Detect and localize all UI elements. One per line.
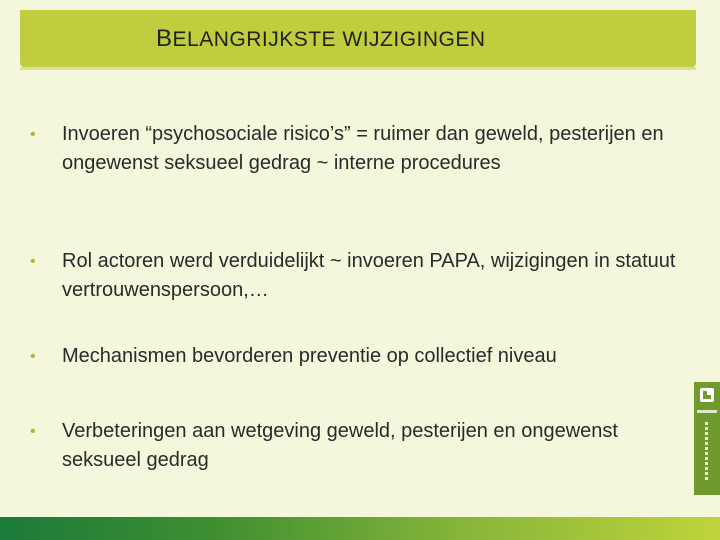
- bullet-item: [30, 247, 680, 305]
- bullet-marker: •: [30, 348, 36, 365]
- bullet-item: [30, 342, 680, 371]
- bullet-text: Invoeren “psychosociale risico’s” = ruimer dan geweld, pesterijen en ongewenst seksueel gedrag ~ interne procedures: [62, 123, 664, 174]
- logo-mark-icon: [700, 388, 714, 402]
- bullet-text: Mechanismen bevorderen preventie op collectief niveau: [62, 345, 557, 367]
- bullet-text: Rol actoren werd verduidelijkt ~ invoeren PAPA, wijzigingen in statuut vertrouwenspersoon,…: [62, 250, 676, 301]
- bullet-item: [30, 417, 680, 475]
- title-bar: [20, 10, 696, 67]
- bullet-item: [30, 120, 680, 178]
- belgium-federal-logo-icon: [694, 382, 720, 495]
- bullet-marker: •: [30, 423, 36, 440]
- slide-title-initial: B: [156, 25, 173, 52]
- footer-gradient-strip: [0, 517, 720, 540]
- bullet-marker: •: [30, 253, 36, 270]
- bullet-marker: •: [30, 126, 36, 143]
- logo-vertical-text: [705, 422, 708, 482]
- slide-title-rest: ELANGRIJKSTE WIJZIGINGEN: [172, 28, 486, 51]
- bullet-text: Verbeteringen aan wetgeving geweld, pesterijen en ongewenst seksueel gedrag: [62, 420, 618, 471]
- slide-title: [156, 25, 486, 53]
- logo-caption: [697, 410, 717, 413]
